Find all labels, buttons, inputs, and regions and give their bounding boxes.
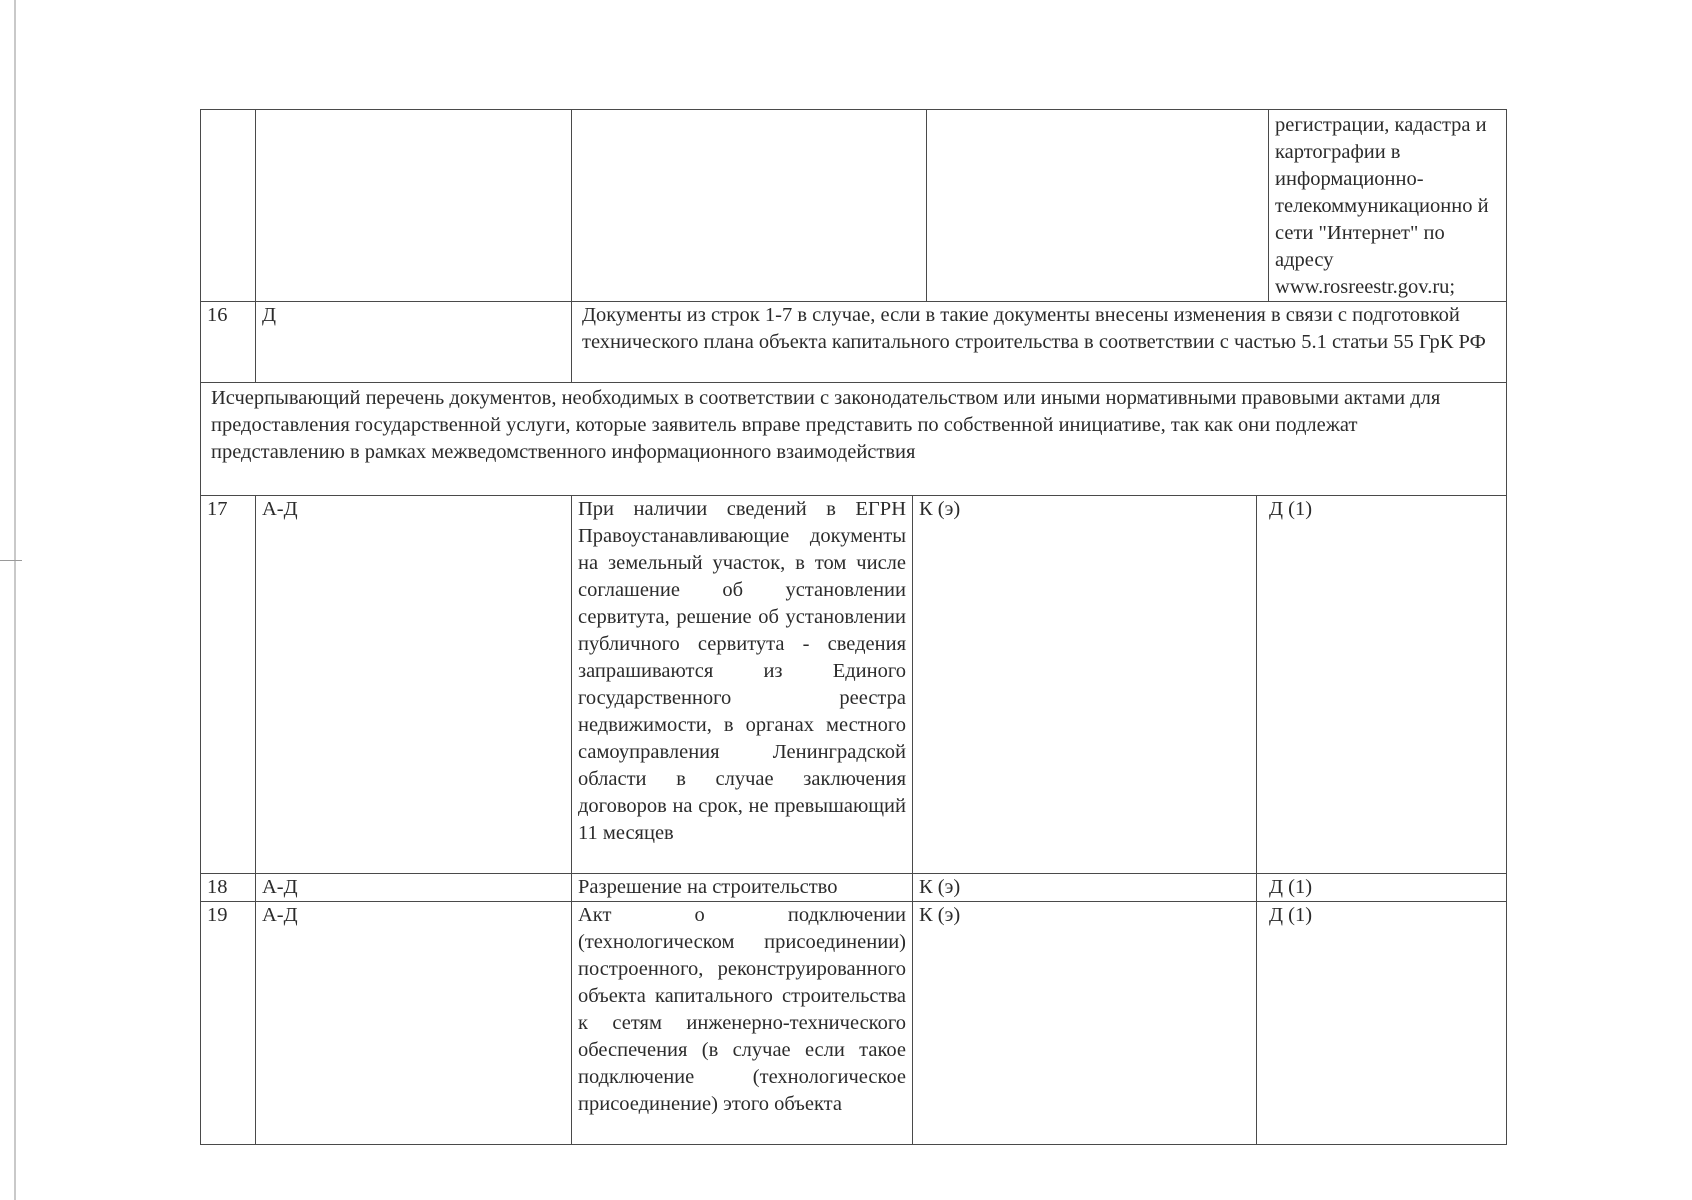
cell-form: К (э)	[913, 874, 1257, 902]
cell-category: А-Д	[256, 874, 572, 902]
cell-num	[201, 110, 256, 302]
cell-count: Д (1)	[1257, 496, 1507, 874]
section-heading-row	[201, 383, 1507, 496]
cell-document	[572, 110, 927, 302]
cell-form: К (э)	[913, 496, 1257, 874]
cell-document: Разрешение на строительство	[572, 874, 913, 902]
cell-category: А-Д	[256, 496, 572, 874]
scan-tick-mark	[0, 560, 22, 561]
cell-document: При наличии сведений в ЕГРН Правоустанавливающие документы на земельный участок, в том числе соглашение об установлении сервитута, решение об установлении публичного сервитута - сведения запрашиваются из Единого государственного реестра недвижимости, в органах местного самоуправления Ленинградской области в случае заключения договоров на срок, не превышающий 11 месяцев	[572, 496, 913, 874]
document-table	[200, 109, 1507, 1145]
cell-num: 19	[201, 902, 256, 1145]
table-row-16	[201, 302, 1507, 383]
cell-num: 16	[201, 302, 256, 383]
table-row-19	[201, 902, 1507, 1145]
cell-category: А-Д	[256, 902, 572, 1145]
cell-document: Документы из строк 1-7 в случае, если в такие документы внесены изменения в связи с подготовкой технического плана объекта капитального строительства в соответствии с частью 5.1 статьи 55 ГрК РФ	[572, 302, 1507, 383]
cell-document: Акт о подключении (технологическом присоединении) построенного, реконструированного объекта капитального строительства к сетям инженерно-технического обеспечения (в случае если такое подключение (технологическое присоединение) этого объекта	[572, 902, 913, 1145]
scan-left-edge	[14, 0, 16, 1200]
cell-count: Д (1)	[1257, 874, 1507, 902]
table-row-18	[201, 874, 1507, 902]
cell-category: Д	[256, 302, 572, 383]
cell-num: 17	[201, 496, 256, 874]
cell-form: К (э)	[913, 902, 1257, 1145]
table-row-17	[201, 496, 1507, 874]
table-row-continuation	[201, 110, 1507, 302]
cell-source: регистрации, кадастра и картографии в информационно-телекоммуникационно й сети "Интернет" по адресу www.rosreestr.gov.ru;	[1269, 110, 1507, 302]
section-heading: Исчерпывающий перечень документов, необходимых в соответствии с законодательством или иными нормативными правовыми актами для предоставления государственной услуги, которые заявитель вправе представить по собственной инициативе, так как они подлежат представлению в рамках межведомственного информационного взаимодействия	[201, 383, 1507, 496]
cell-count: Д (1)	[1257, 902, 1507, 1145]
cell-num: 18	[201, 874, 256, 902]
cell-category	[256, 110, 572, 302]
cell-form	[927, 110, 1269, 302]
